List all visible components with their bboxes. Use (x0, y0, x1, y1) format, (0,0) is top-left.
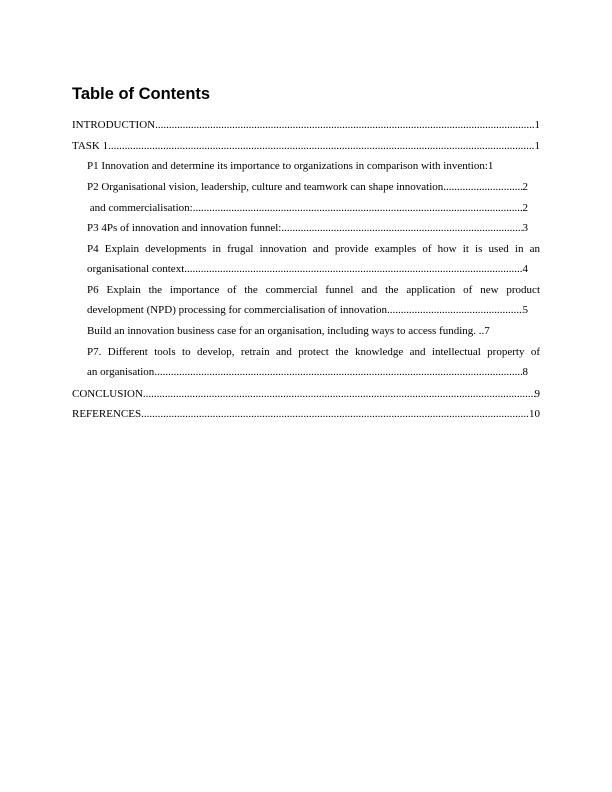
toc-entry-p3[interactable] (87, 218, 528, 238)
toc-page-number: 10 (529, 408, 540, 420)
toc-entry-task-1[interactable] (72, 136, 540, 156)
toc-page-number: 7 (484, 325, 490, 337)
toc-entry-text: development (NPD) processing for commercialisation of innovation (87, 304, 387, 316)
toc-entry-text: P3 4Ps of innovation and innovation funnel: (87, 222, 282, 234)
dot-leader (141, 404, 529, 424)
toc-entry-text: CONCLUSION (72, 388, 143, 400)
dot-leader (443, 177, 522, 197)
toc-entry-p2-continued[interactable] (87, 198, 528, 218)
toc-entry-p2[interactable] (87, 177, 528, 197)
toc-entry-text: INTRODUCTION (72, 119, 156, 131)
toc-entry-p4[interactable] (87, 239, 540, 259)
toc-entry-text: P7. Different tools to develop, retrain and protect the knowledge and intellectual property of (87, 346, 540, 358)
dot-leader (193, 198, 523, 218)
toc-entry-p1[interactable] (87, 156, 540, 176)
toc-entry-text: and commercialisation: (87, 202, 193, 214)
toc-entry-business-case[interactable] (87, 321, 528, 341)
toc-title: Table of Contents (72, 85, 211, 103)
toc-entry-text: Build an innovation business case for an organisation, including ways to access funding. .. (87, 325, 485, 337)
dot-leader (155, 115, 534, 135)
toc-page-number: 3 (522, 222, 528, 234)
toc-entry-text: an organisation (87, 366, 155, 378)
dot-leader (143, 384, 535, 404)
toc-entry-text: P2 Organisational vision, leadership, culture and teamwork can shape innovation (87, 181, 444, 193)
toc-entry-introduction[interactable] (72, 115, 540, 135)
toc-page-number: 4 (522, 263, 528, 275)
toc-entry-p4-continued[interactable] (87, 259, 528, 279)
toc-page-number: 2 (522, 202, 528, 214)
dot-leader (154, 362, 522, 382)
dot-leader (281, 218, 522, 238)
toc-page-number: 9 (534, 388, 540, 400)
toc-entry-text: P6 Explain the importance of the commercial funnel and the application of new product (87, 284, 540, 296)
toc-page-number: 1 (487, 160, 494, 172)
toc-entry-p7[interactable] (87, 342, 540, 362)
toc-entry-text: P4 Explain developments in frugal innovation and provide examples of how it is used in an (87, 243, 540, 255)
toc-page-number: 5 (522, 304, 528, 316)
toc-entry-conclusion[interactable] (72, 384, 540, 404)
toc-page-number: 1 (534, 119, 540, 131)
toc-entry-p6-continued[interactable] (87, 300, 528, 320)
toc-entry-text: TASK 1 (72, 140, 109, 152)
toc-entry-p7-continued[interactable] (87, 362, 528, 382)
dot-leader (184, 259, 522, 279)
dot-leader (108, 136, 534, 156)
toc-entry-p6[interactable] (87, 280, 540, 300)
toc-page-number: 8 (522, 366, 528, 378)
toc-page-number: 2 (522, 181, 528, 193)
dot-leader (387, 300, 523, 320)
toc-entry-references[interactable] (72, 404, 540, 424)
toc-entry-text: organisational context (87, 263, 185, 275)
toc-entry-text: P1 Innovation and determine its importance to organizations in comparison with invention: (87, 160, 488, 172)
toc-entry-text: REFERENCES (72, 408, 142, 420)
toc-page-number: 1 (534, 140, 540, 152)
